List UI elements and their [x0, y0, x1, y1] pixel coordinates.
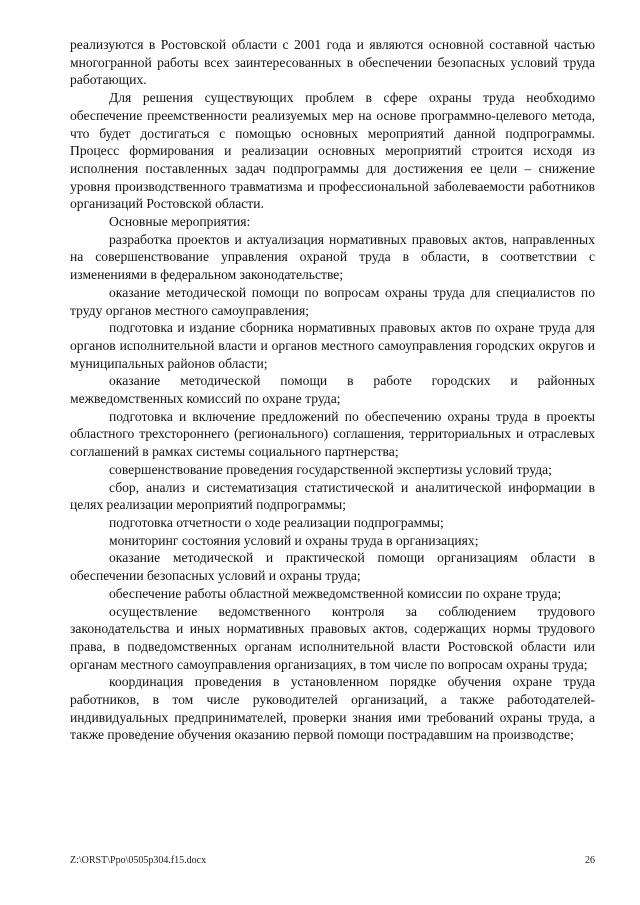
list-item: оказание методической и практической помощи организациям области в обеспечении безопасных условий и охраны труда;	[70, 550, 595, 584]
footer-page-number: 26	[585, 855, 595, 866]
list-item: сбор, анализ и систематизация статистической и аналитической информации в целях реализации мероприятий подпрограммы;	[70, 479, 595, 513]
list-item: мониторинг состояния условий и охраны труда в организациях;	[109, 532, 479, 548]
list-item: совершенствование проведения государственной экспертизы условий труда;	[109, 461, 552, 477]
list-item: оказание методической помощи в работе городских и районных межведомственных комиссий по охране труда;	[70, 373, 595, 407]
paragraph-main-measures-heading: Основные мероприятия:	[109, 214, 251, 230]
list-item: разработка проектов и актуализация нормативных правовых актов, направленных на совершенствование управления охраной труда в области, в соответствии с изменениями в федеральном законодательстве;	[70, 231, 595, 283]
list-item: осуществление ведомственного контроля за соблюдением трудового законодательства и иных нормативных правовых актов, содержащих нормы трудового права, в подведомственных органам исполнительной власти Ростовской области или органам местного самоуправления организациях, в том числе по вопросам охраны труда;	[70, 603, 595, 672]
document-body	[70, 36, 595, 744]
footer-file-path: Z:\ORST\Ppo\0505p304.f15.docx	[70, 855, 207, 866]
list-item: оказание методической помощи по вопросам охраны труда для специалистов по труду органов местного самоуправления;	[70, 284, 595, 318]
list-item: обеспечение работы областной межведомственной комиссии по охране труда;	[109, 585, 562, 601]
list-item: подготовка и издание сборника нормативных правовых актов по охране труда для органов исполнительной власти и органов местного самоуправления городских округов и муниципальных районов области;	[70, 320, 595, 371]
list-item: координация проведения в установленном порядке обучения охране труда работников, в том числе руководителей организаций, а также работодателей-индивидуальных предпринимателей, проверки знания ими требований охраны труда, а также проведение обучения оказанию первой помощи пострадавшим на производстве;	[70, 674, 595, 743]
paragraph-intro-continued: реализуются в Ростовской области с 2001 года и являются основной составной частью многогранной работы всех заинтересованных в обеспечении безопасных условий труда работающих.	[70, 37, 595, 88]
list-item: подготовка отчетности о ходе реализации подпрограммы;	[109, 514, 444, 530]
paragraph-problem-solving: Для решения существующих проблем в сфере охраны труда необходимо обеспечение преемственности реализуемых мер на основе программно-целевого метода, что будет достигаться с помощью основных мероприятий данной подпрограммы. Процесс формирования и реализации основных мероприятий строится исходя из исполнения поставленных задач подпрограммы для достижения ее цели – снижение уровня производственного травматизма и профессиональной заболеваемости работников организаций Ростовской области.	[70, 90, 595, 212]
list-item: подготовка и включение предложений по обеспечению охраны труда в проекты областного трехстороннего (регионального) соглашения, территориальных и отраслевых соглашений в рамках системы социального партнерства;	[70, 408, 595, 460]
